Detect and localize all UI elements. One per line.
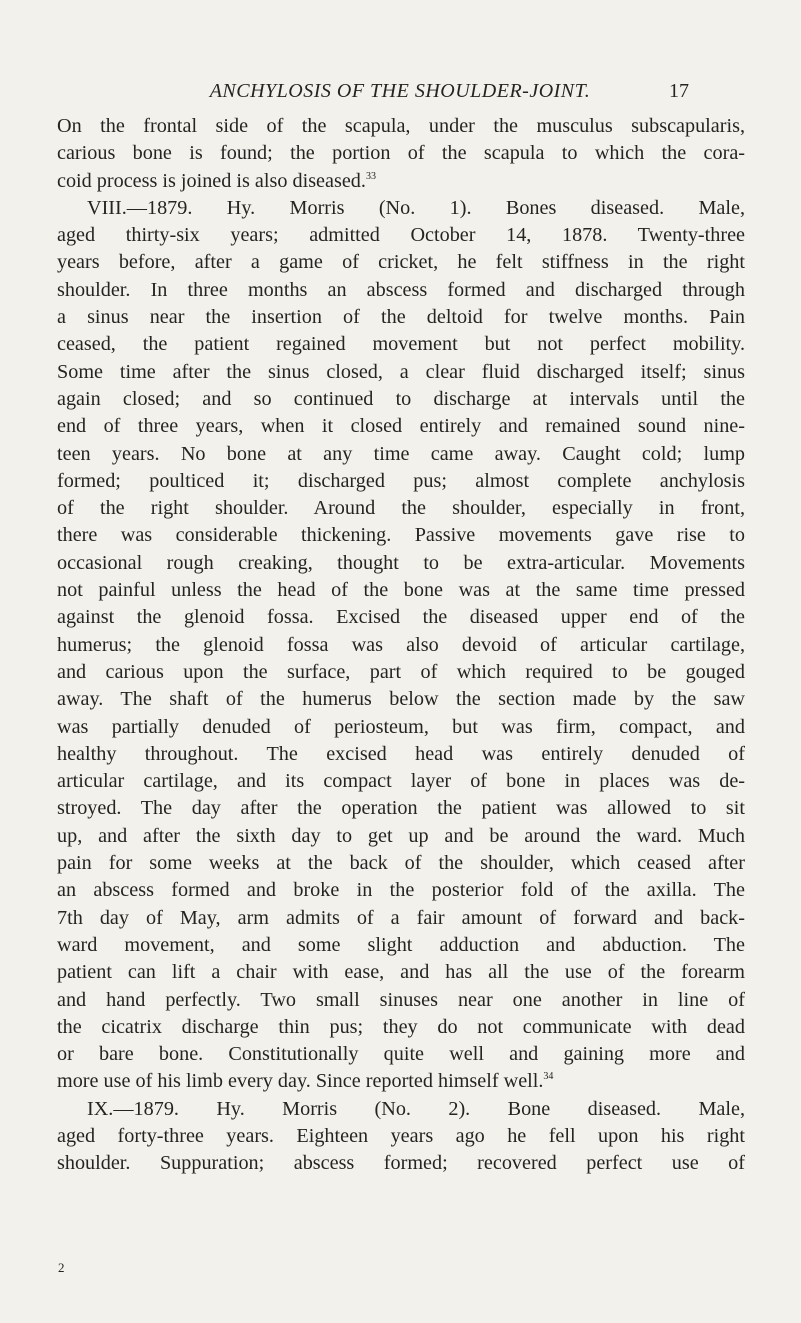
text-line-content: ceased, the patient regained movement but not perfect mobility.: [57, 333, 745, 356]
text-line-content: On the frontal side of the scapula, under the musculus subscapularis,: [57, 115, 745, 137]
text-line: [57, 795, 745, 822]
text-line-content: and carious upon the surface, part of which required to be gouged: [57, 660, 745, 683]
text-line: [57, 741, 745, 768]
text-line-content: an abscess formed and broke in the posterior fold of the axilla. The: [57, 879, 745, 902]
text-line-content: years before, after a game of cricket, he felt stiffness in the right: [57, 251, 745, 274]
text-line: [57, 331, 745, 358]
text-line-content: up, and after the sixth day to get up and be around the ward. Much: [57, 824, 745, 847]
text-line: [57, 1096, 745, 1123]
text-line-content: of the right shoulder. Around the shoulder, especially in front,: [57, 497, 745, 520]
signature-mark: 2: [58, 1260, 65, 1275]
text-line-content: a sinus near the insertion of the deltoid for twelve months. Pain: [57, 306, 745, 329]
text-line-content: more use of his limb every day. Since reported himself well.: [57, 1070, 544, 1093]
running-head: ANCHYLOSIS OF THE SHOULDER-JOINT.: [209, 80, 591, 102]
text-line: [57, 386, 745, 413]
text-line: [57, 140, 745, 167]
text-line: [57, 686, 745, 713]
text-line-content: occasional rough creaking, thought to be extra-articular. Movements: [57, 551, 745, 574]
body-text: [57, 113, 745, 1178]
text-line: [57, 522, 745, 549]
text-line-content: formed; poulticed it; discharged pus; almost complete anchylosis: [57, 469, 745, 492]
text-line-content: VIII.—1879. Hy. Morris (No. 1). Bones diseased. Male,: [87, 196, 745, 219]
text-line: [57, 495, 745, 522]
text-line-content: away. The shaft of the humerus below the section made by the saw: [57, 688, 745, 711]
text-line-content: Some time after the sinus closed, a clear fluid discharged itself; sinus: [57, 360, 745, 383]
text-line: [57, 168, 745, 195]
text-line-content: shoulder. In three months an abscess formed and discharged through: [57, 278, 745, 301]
text-line: [57, 604, 745, 631]
text-line: [57, 714, 745, 741]
text-line: [57, 550, 745, 577]
text-line: [57, 277, 745, 304]
text-line: [57, 304, 745, 331]
text-line-content: shoulder. Suppuration; abscess formed; recovered perfect use of: [57, 1152, 745, 1175]
text-line: [57, 850, 745, 877]
text-line: [57, 441, 745, 468]
text-line: [57, 632, 745, 659]
text-line-content: not painful unless the head of the bone was at the same time pressed: [57, 579, 745, 602]
footnote-reference: 33: [365, 170, 376, 182]
text-line-content: there was considerable thickening. Passive movements gave rise to: [57, 524, 745, 547]
text-line: [57, 768, 745, 795]
text-line-content: again closed; and so continued to discharge at intervals until the: [57, 387, 745, 410]
text-line: [57, 249, 745, 276]
text-line-content: against the glenoid fossa. Excised the diseased upper end of the: [57, 606, 745, 629]
text-line: [57, 113, 745, 140]
text-line: [57, 823, 745, 850]
text-line: [57, 987, 745, 1014]
text-line-content: articular cartilage, and its compact layer of bone in places was de-: [57, 770, 745, 793]
text-line-content: coid process is joined is also diseased.: [57, 169, 366, 192]
text-line-content: the cicatrix discharge thin pus; they do not communicate with dead: [57, 1015, 745, 1038]
text-line: [57, 195, 745, 222]
text-line-content: pain for some weeks at the back of the shoulder, which ceased after: [57, 852, 745, 875]
text-line-content: aged thirty-six years; admitted October 14, 1878. Twenty-three: [57, 224, 745, 247]
text-line: [57, 1041, 745, 1068]
text-line: [57, 932, 745, 959]
text-line: [57, 905, 745, 932]
page-number: 17: [669, 80, 689, 102]
text-line-content: patient can lift a chair with ease, and has all the use of the forearm: [57, 961, 745, 984]
text-line-content: ward movement, and some slight adduction and abduction. The: [57, 933, 745, 956]
text-line: [57, 1123, 745, 1150]
text-line: [57, 222, 745, 249]
text-line: [57, 1150, 745, 1177]
text-line: [57, 1068, 745, 1095]
text-line-content: aged forty-three years. Eighteen years ago he fell upon his right: [57, 1124, 745, 1147]
text-line: [57, 659, 745, 686]
text-line-content: end of three years, when it closed entirely and remained sound nine-: [57, 415, 745, 438]
text-line: [57, 359, 745, 386]
text-line-content: IX.—1879. Hy. Morris (No. 2). Bone diseased. Male,: [87, 1097, 745, 1120]
text-line: [57, 413, 745, 440]
text-line-content: stroyed. The day after the operation the patient was allowed to sit: [57, 797, 745, 820]
text-line: [57, 468, 745, 495]
footnote-reference: 34: [543, 1071, 554, 1083]
text-line-content: healthy throughout. The excised head was entirely denuded of: [57, 742, 745, 765]
text-line-content: carious bone is found; the portion of the scapula to which the cora-: [57, 142, 745, 165]
text-line: [57, 1014, 745, 1041]
text-line-content: 7th day of May, arm admits of a fair amount of forward and back-: [57, 906, 745, 929]
text-line-content: and hand perfectly. Two small sinuses near one another in line of: [57, 988, 745, 1011]
text-line: [57, 877, 745, 904]
text-line: [57, 959, 745, 986]
text-line-content: teen years. No bone at any time came away. Caught cold; lump: [57, 442, 745, 465]
text-line-content: humerus; the glenoid fossa was also devoid of articular cartilage,: [57, 633, 745, 656]
text-line-content: or bare bone. Constitutionally quite well and gaining more and: [57, 1043, 745, 1066]
text-line: [57, 577, 745, 604]
text-line-content: was partially denuded of periosteum, but was firm, compact, and: [57, 715, 745, 738]
